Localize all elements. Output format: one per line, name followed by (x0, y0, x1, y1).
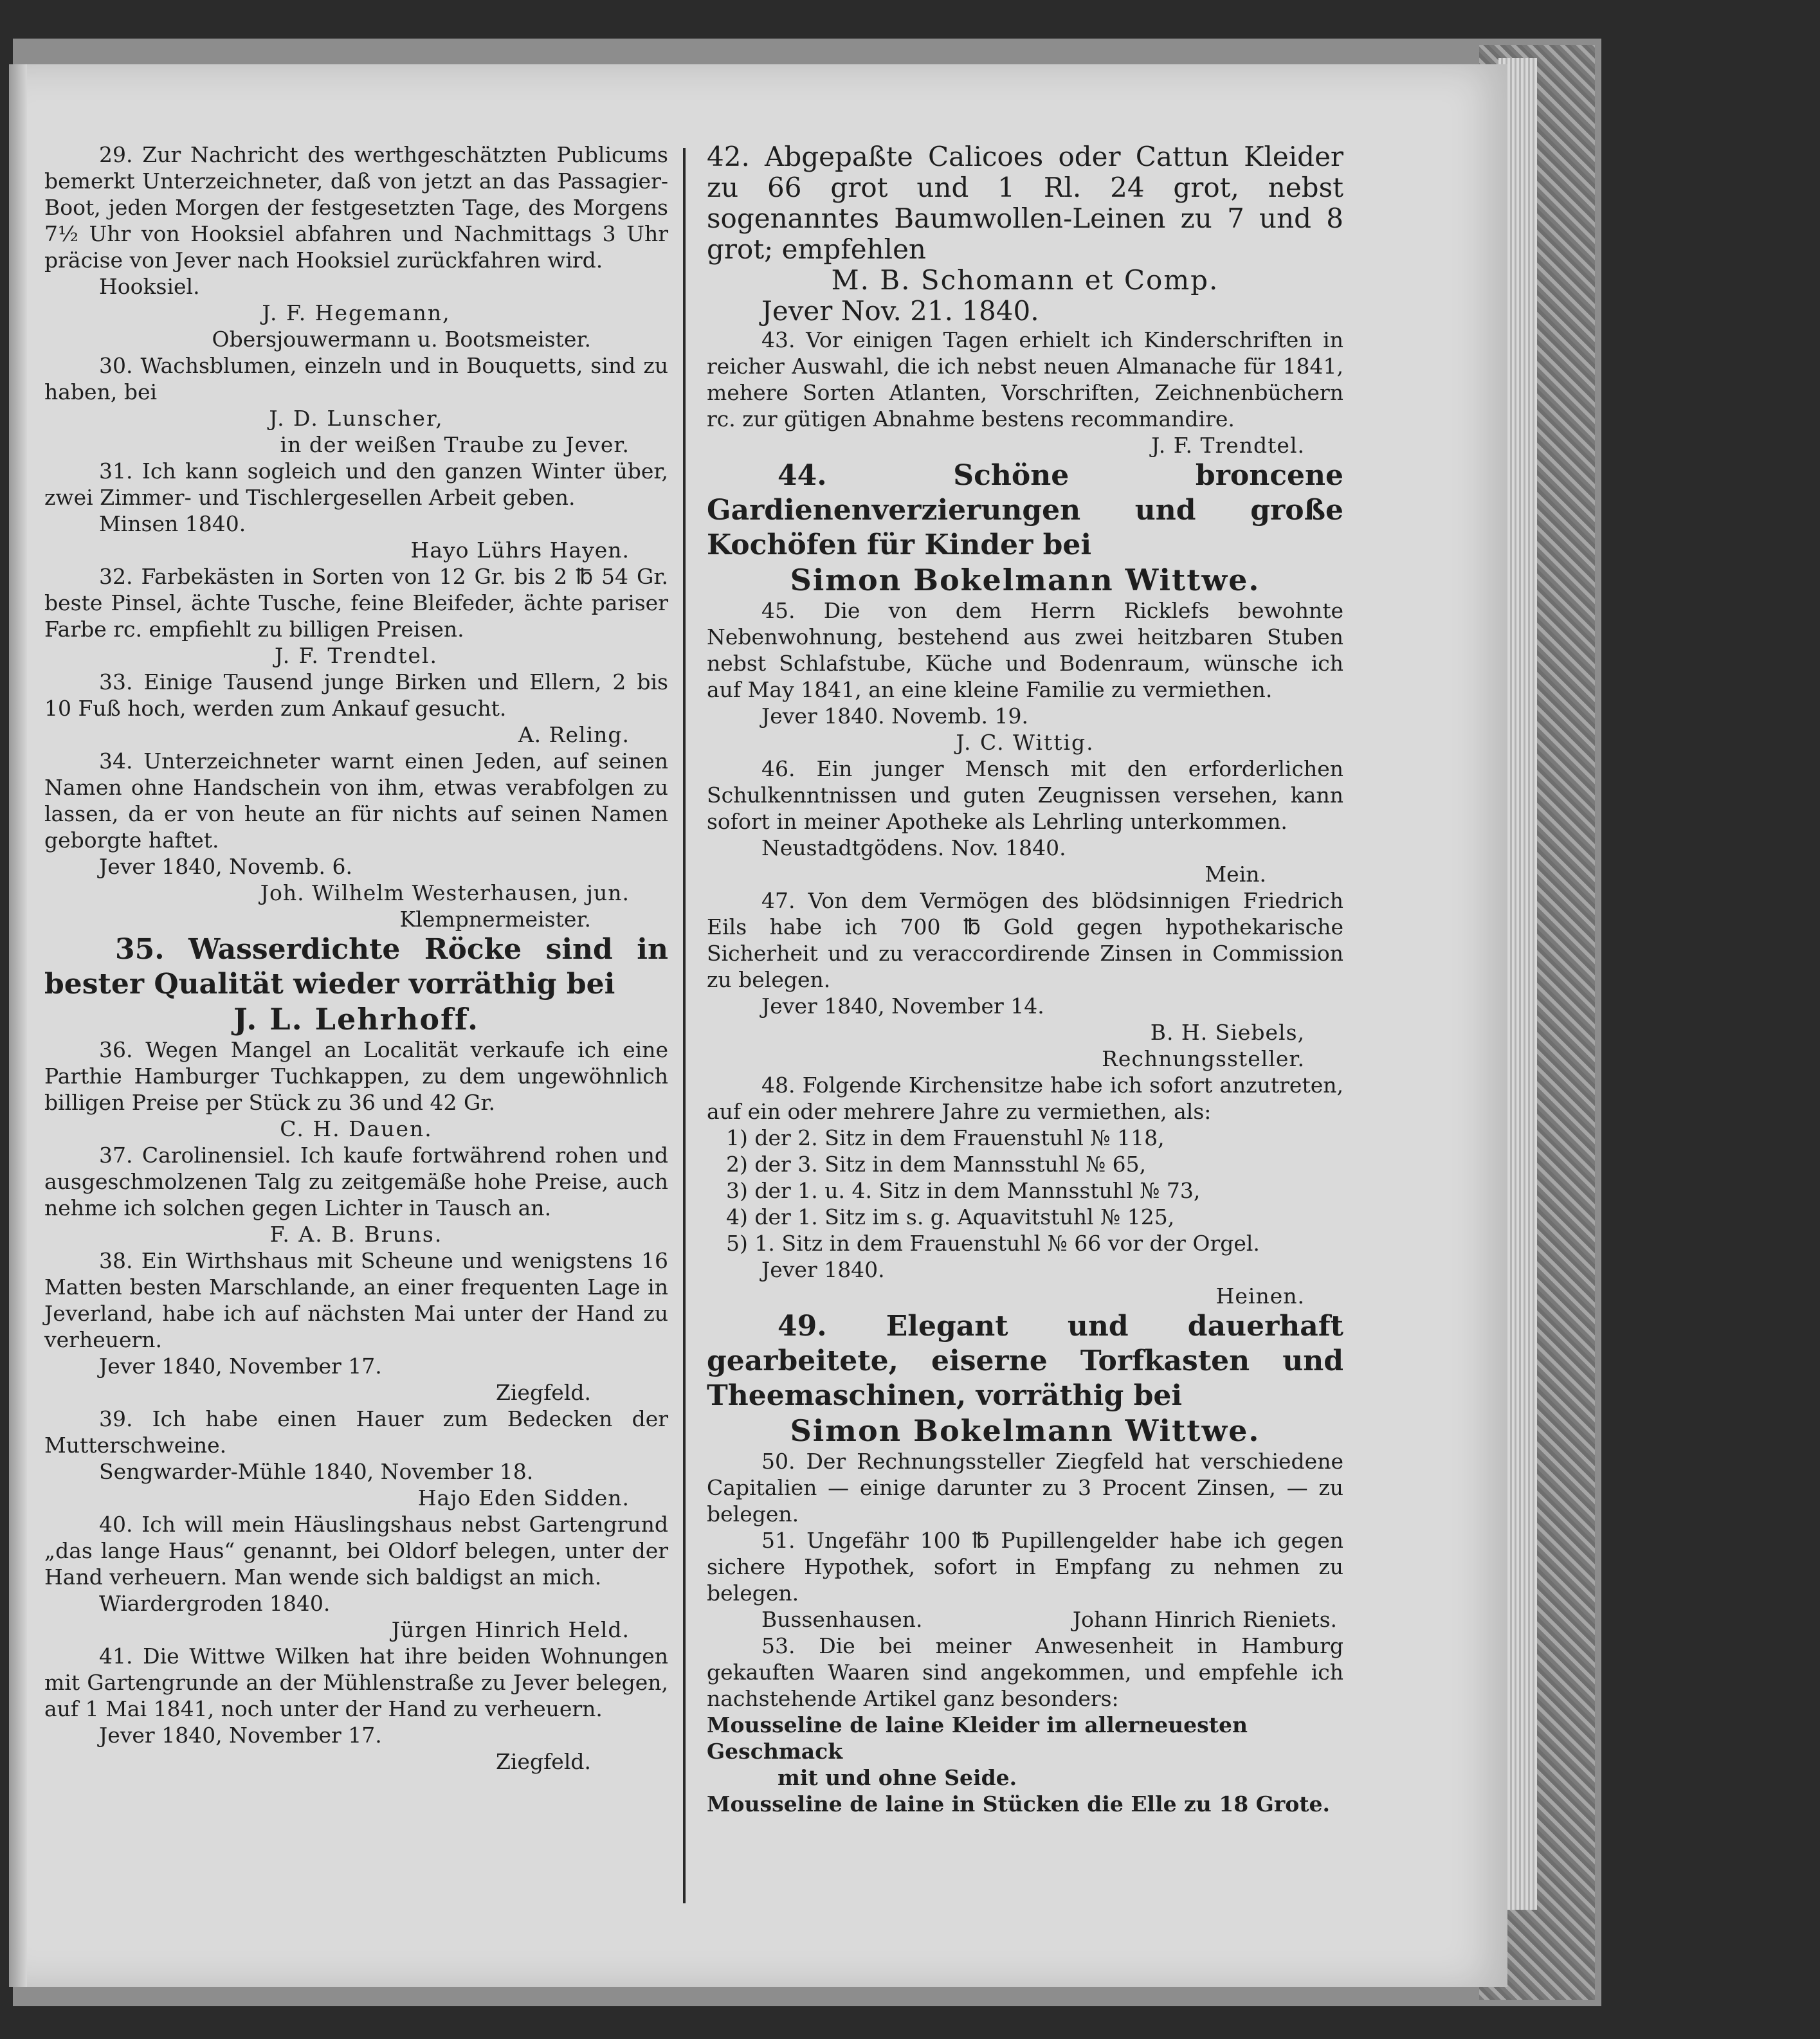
notice-text: 32. Farbekästen in Sorten von 12 Gr. bis 2 ℔ 54 Gr. beste Pinsel, ächte Tusche, feine Bleifeder, ächte pariser Farbe rc. empfiehlt zu billigen Preisen. (44, 564, 668, 642)
notice-38 (44, 1247, 668, 1406)
notice-place: Jever 1840, Novemb. 6. (99, 854, 352, 879)
notice-text: 46. Ein junger Mensch mit den erforderlichen Schulkenntnissen und guten Zeugnissen versehen, kann sofort in meiner Apotheke als Lehrling unterkommen. (707, 756, 1343, 834)
notice-text: 40. Ich will mein Häuslingshaus nebst Gartengrund „das lange Haus“ genannt, bei Oldorf belegen, unter der Hand verheuern. Man wende sich baldigst an mich. (44, 1512, 668, 1590)
notice-place: Sengwarder-Mühle 1840, November 18. (99, 1459, 534, 1484)
notice-signature: Jürgen Hinrich Held. (391, 1617, 630, 1642)
notice-signature: Mein. (1205, 862, 1266, 887)
notice-signature: C. H. Dauen. (280, 1116, 433, 1141)
notice-place: Jever 1840, November 17. (99, 1354, 382, 1379)
notice-text: 49. Elegant und dauerhaft gearbeitete, eiserne Torfkasten und Theemaschinen, vorräthig bei (707, 1310, 1343, 1412)
list-item: 1) der 2. Sitz in dem Frauenstuhl № 118, (726, 1125, 1165, 1150)
notice-signature: Simon Bokelmann Wittwe. (790, 1413, 1260, 1448)
notice-43 (707, 327, 1343, 458)
notice-text: 31. Ich kann sogleich und den ganzen Winter über, zwei Zimmer- und Tischlergesellen Arbeit geben. (44, 458, 668, 510)
notice-signature: J. F. Hegemann, (262, 300, 451, 325)
notice-place: Jever 1840, November 14. (761, 993, 1044, 1019)
notice-place: Jever Nov. 21. 1840. (761, 295, 1039, 327)
notice-footer (707, 1606, 1343, 1633)
notice-text: 48. Folgende Kirchensitze habe ich sofort anzutreten, auf ein oder mehrere Jahre zu vermiethen, als: (707, 1073, 1343, 1124)
notice-place: Jever 1840. Novemb. 19. (761, 703, 1028, 729)
notice-text: 39. Ich habe einen Hauer zum Bedecken der Mutterschweine. (44, 1406, 668, 1458)
notice-33 (44, 669, 668, 748)
notice-role: Klempnermeister. (399, 907, 591, 932)
notice-37 (44, 1142, 668, 1247)
notice-signature: J. F. Trendtel. (275, 643, 438, 668)
notice-text: 45. Die von dem Herrn Ricklefs bewohnte Nebenwohnung, bestehend aus zwei heitzbaren Stuben nebst Schlafstube, Küche und Bodenraum, wünsche ich auf May 1841, an eine kleine Familie zu vermiethen. (707, 598, 1343, 702)
notice-signature: Joh. Wilhelm Westerhausen, jun. (260, 880, 630, 905)
notice-53 (707, 1633, 1343, 1817)
notice-place: Wiardergroden 1840. (99, 1591, 331, 1616)
notice-signature: Hajo Eden Sidden. (417, 1485, 630, 1510)
notice-45 (707, 597, 1343, 756)
notice-signature: Ziegfeld. (495, 1380, 591, 1405)
notice-text: 43. Vor einigen Tagen erhielt ich Kinderschriften in reicher Auswahl, die ich nebst neuen Almanache für 1841, mehere Sorten Atlanten, Vorschriften, Zeichnenbüchern rc. zur gütigen Abnahme bestens recommandire. (707, 327, 1343, 431)
page-gutter (9, 64, 27, 1987)
notice-signature: J. C. Wittig. (956, 730, 1095, 755)
notice-49 (707, 1309, 1343, 1448)
right-column (707, 141, 1343, 1817)
notice-29 (44, 141, 668, 352)
notice-32 (44, 563, 668, 669)
notice-signature: Johann Hinrich Rieniets. (1072, 1607, 1337, 1632)
notice-signature: Heinen. (1215, 1283, 1305, 1309)
notice-signature: Hayo Lührs Hayen. (410, 538, 630, 563)
notice-text: 53. Die bei meiner Anwesenheit in Hamburg gekauften Waaren sind angekommen, und empfehle ich nachstehende Artikel ganz besonders: (707, 1633, 1343, 1711)
notice-signature: J. L. Lehrhoff. (233, 1002, 479, 1037)
notice-text: 30. Wachsblumen, einzeln und in Bouquetts, sind zu haben, bei (44, 353, 668, 404)
notice-role: Obersjouwermann u. Bootsmeister. (212, 327, 591, 352)
newspaper-page (9, 64, 1507, 1987)
notice-text: 35. Wasserdichte Röcke sind in bester Qualität wieder vorräthig bei (44, 933, 668, 1001)
notice-signature: B. H. Siebels, (1150, 1020, 1305, 1045)
article-line: Mousseline de laine Kleider im allerneuesten Geschmack (707, 1712, 1248, 1764)
list-item: 4) der 1. Sitz im s. g. Aquavitstuhl № 125, (726, 1204, 1175, 1229)
notice-role: in der weißen Traube zu Jever. (280, 432, 630, 457)
notice-50 (707, 1448, 1343, 1527)
notice-place: Jever 1840, November 17. (99, 1723, 382, 1748)
notice-text: 33. Einige Tausend junge Birken und Ellern, 2 bis 10 Fuß hoch, werden zum Ankauf gesucht. (44, 669, 668, 721)
column-divider (683, 148, 686, 1903)
notice-signature: F. A. B. Bruns. (269, 1222, 443, 1247)
notice-30 (44, 352, 668, 458)
notice-31 (44, 458, 668, 563)
seat-list (707, 1125, 1343, 1256)
notice-signature: Ziegfeld. (495, 1749, 591, 1774)
notice-text: 37. Carolinensiel. Ich kaufe fortwährend rohen und ausgeschmolzenen Talg zu zeitgemäße hohe Preise, auch nehme ich solchen gegen Lichter in Tausch an. (44, 1143, 668, 1220)
list-item: 5) 1. Sitz in dem Frauenstuhl № 66 vor der Orgel. (726, 1231, 1260, 1256)
notice-text: 47. Von dem Vermögen des blödsinnigen Friedrich Eils habe ich 700 ℔ Gold gegen hypothekarische Sicherheit und zu veraccordirende Zinsen in Commission zu belegen. (707, 888, 1343, 992)
notice-signature: Simon Bokelmann Wittwe. (790, 563, 1260, 597)
notice-signature: J. F. Trendtel. (1151, 433, 1305, 458)
article-line: Mousseline de laine in Stücken die Elle zu 18 Grote. (707, 1791, 1330, 1817)
article-line: mit und ohne Seide. (778, 1765, 1017, 1790)
notice-51 (707, 1527, 1343, 1633)
notice-place: Jever 1840. (761, 1257, 885, 1282)
notice-text: 42. Abgepaßte Calicoes oder Cattun Kleider zu 66 grot und 1 Rl. 24 grot, nebst sogenanntes Baumwollen-Leinen zu 7 und 8 grot; empfehlen (707, 141, 1343, 265)
list-item: 2) der 3. Sitz in dem Mannsstuhl № 65, (726, 1152, 1147, 1177)
notice-place: Minsen 1840. (99, 511, 246, 536)
notice-35 (44, 932, 668, 1037)
notice-place: Bussenhausen. (761, 1607, 923, 1632)
notice-46 (707, 756, 1343, 887)
notice-signature: J. D. Lunscher, (269, 406, 444, 431)
notice-text: 34. Unterzeichneter warnt einen Jeden, auf seinen Namen ohne Handschein von ihm, etwas verabfolgen zu lassen, da er von heute an für nichts auf seinen Namen geborgte haftet. (44, 748, 668, 853)
notice-text: 29. Zur Nachricht des werthgeschätzten Publicums bemerkt Unterzeichneter, daß von jetzt an das Passagier-Boot, jeden Morgen der festgesetzten Tage, des Morgens 7½ Uhr von Hooksiel abfahren und Nachmittags 3 Uhr präcise von Jever nach Hooksiel zurückfahren wird. (44, 142, 668, 273)
notice-role: Rechnungssteller. (1102, 1046, 1305, 1071)
notice-text: 41. Die Wittwe Wilken hat ihre beiden Wohnungen mit Gartengrunde an der Mühlenstraße zu Jever belegen, auf 1 Mai 1841, noch unter der Hand zu verheuern. (44, 1644, 668, 1721)
notice-text: 38. Ein Wirthshaus mit Scheune und wenigstens 16 Matten besten Marschlande, an einer frequenten Lage in Jeverland, habe ich auf nächsten Mai unter der Hand zu verheuern. (44, 1248, 668, 1352)
notice-48 (707, 1072, 1343, 1309)
list-item: 3) der 1. u. 4. Sitz in dem Mannsstuhl № 73, (726, 1178, 1201, 1203)
left-column (44, 141, 668, 1775)
notice-text: 50. Der Rechnungssteller Ziegfeld hat verschiedene Capitalien — einige darunter zu 3 Procent Zinsen, — zu belegen. (707, 1449, 1343, 1527)
notice-39 (44, 1406, 668, 1511)
notice-36 (44, 1037, 668, 1142)
notice-text: 51. Ungefähr 100 ℔ Pupillengelder habe ich gegen sichere Hypothek, sofort in Empfang zu nehmen zu belegen. (707, 1528, 1343, 1606)
notice-place: Hooksiel. (99, 274, 200, 299)
notice-signature: A. Reling. (518, 722, 630, 747)
notice-34 (44, 748, 668, 932)
notice-signature: M. B. Schomann et Comp. (831, 264, 1219, 296)
notice-47 (707, 887, 1343, 1072)
notice-44 (707, 458, 1343, 597)
notice-42 (707, 141, 1343, 327)
notice-41 (44, 1643, 668, 1775)
notice-place: Neustadtgödens. Nov. 1840. (761, 835, 1066, 860)
notice-text: 44. Schöne broncene Gardienenverzierungen und große Kochöfen für Kinder bei (707, 459, 1343, 561)
notice-text: 36. Wegen Mangel an Localität verkaufe ich eine Parthie Hamburger Tuchkappen, zu dem ungewöhnlich billigen Preise per Stück zu 36 und 42 Gr. (44, 1037, 668, 1115)
notice-40 (44, 1511, 668, 1643)
